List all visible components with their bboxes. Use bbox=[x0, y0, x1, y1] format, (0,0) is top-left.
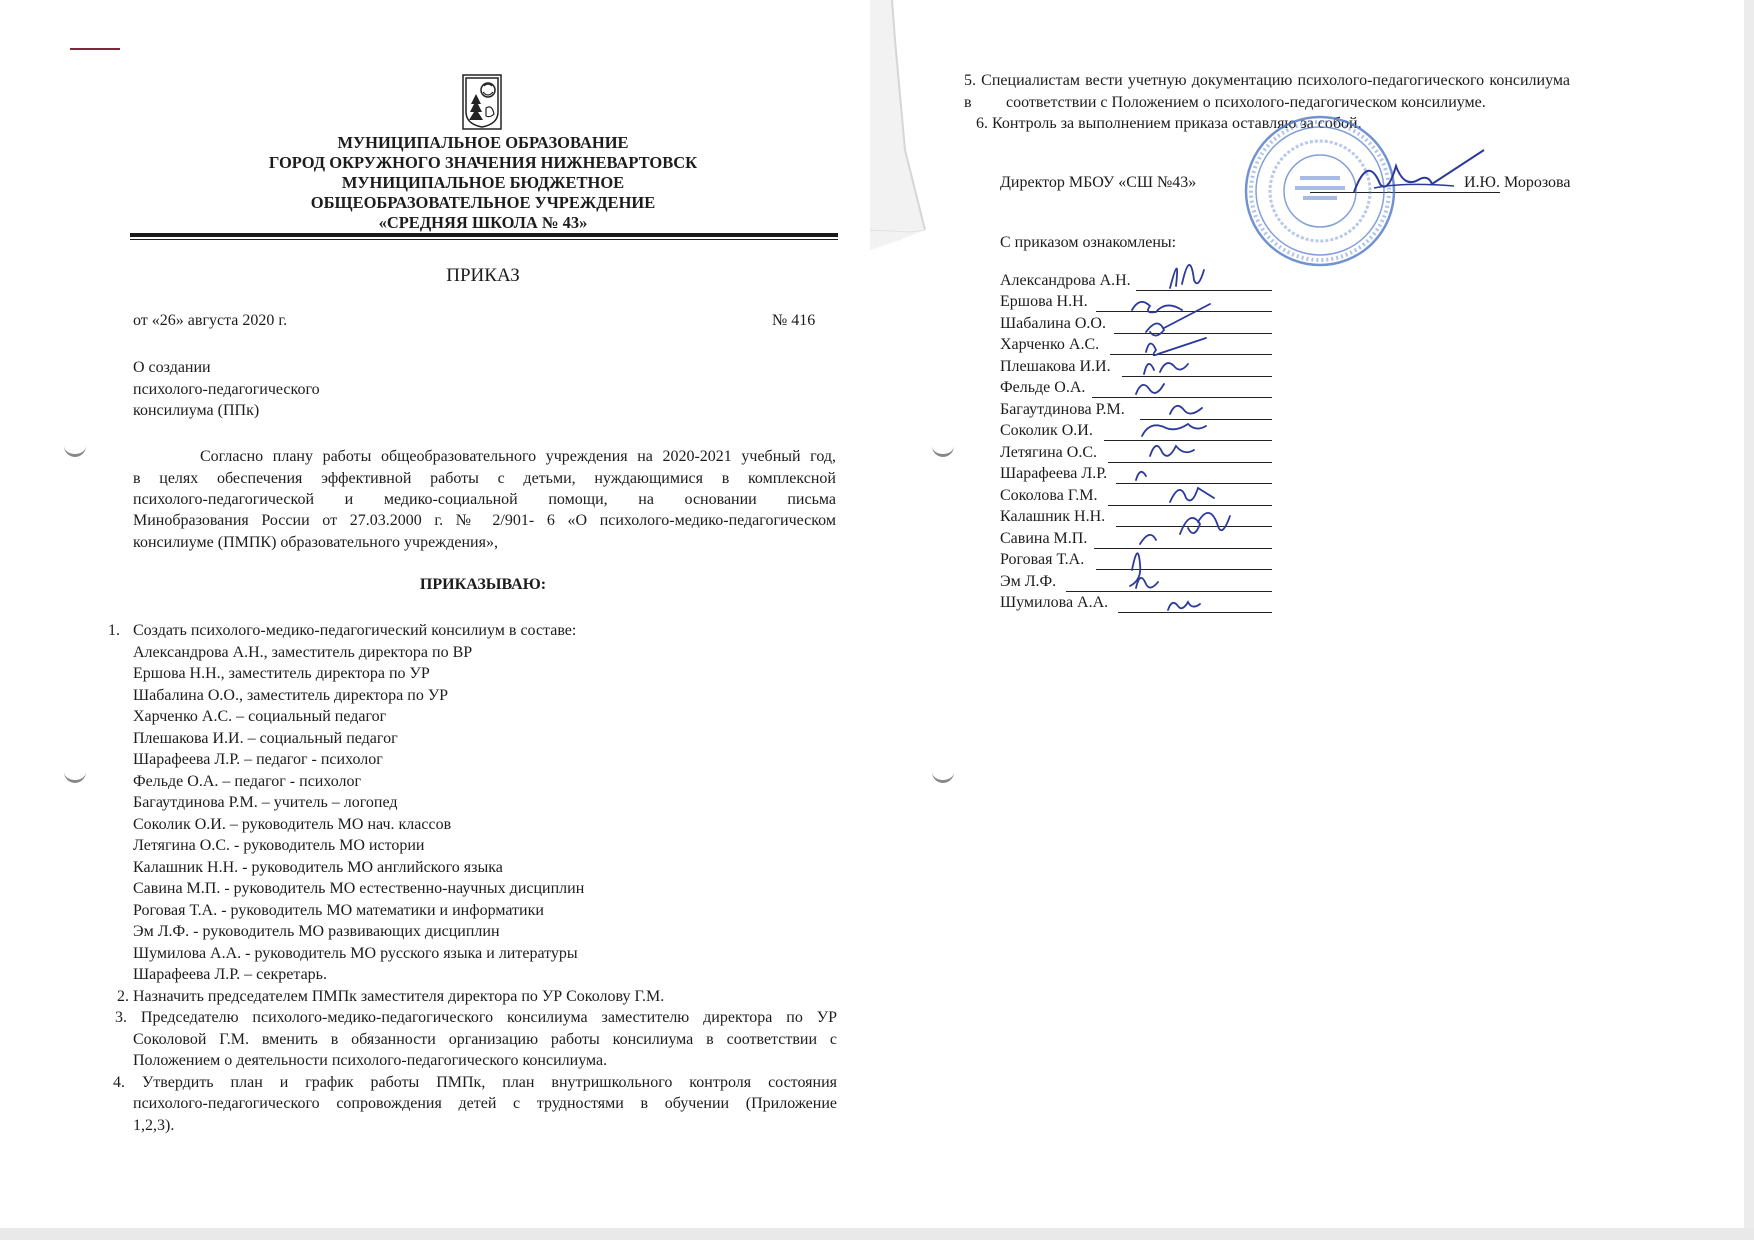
list-item: Эм Л.Ф. bbox=[1000, 573, 1057, 590]
preamble-line-2: в целях обеспечения эффективной работы с детьми, нуждающимися в комплексной bbox=[133, 470, 836, 487]
list-item: Шарафеева Л.Р. – секретарь. bbox=[133, 966, 327, 983]
item-5-line-2: соответствии с Положением о психолого-педагогическом консилиуме. bbox=[1006, 94, 1486, 111]
list-item: Соколик О.И. – руководитель МО нач. классов bbox=[133, 816, 452, 833]
org-header-line-3: МУНИЦИПАЛЬНОЕ БЮДЖЕТНОЕ bbox=[341, 173, 625, 192]
item-5-line-1: 5. Специалистам вести учетную документацию психолого-педагогического консилиума в bbox=[964, 72, 1570, 111]
list-item: Багаутдинова Р.М. bbox=[1000, 401, 1125, 418]
list-item: Харченко А.С. bbox=[1000, 336, 1100, 353]
list-item: Летягина О.С. - руководитель МО истории bbox=[133, 837, 425, 854]
list-item: Фельде О.А. – педагог - психолог bbox=[133, 773, 362, 790]
list-item: Калашник Н.Н. - руководитель МО английского языка bbox=[133, 859, 503, 876]
item-3-line-1: 3. Председателю психолого-медико-педагогического консилиума заместителю директора по УР bbox=[115, 1009, 837, 1026]
scan-mark bbox=[70, 48, 120, 50]
list-item: Соколик О.И. bbox=[1000, 422, 1093, 439]
list-item: Шабалина О.О. bbox=[1000, 315, 1106, 332]
list-item: Шабалина О.О., заместитель директора по УР bbox=[133, 687, 449, 704]
item-1-title: Создать психолого-медико-педагогический консилиум в составе: bbox=[133, 622, 577, 639]
order-number: № 416 bbox=[772, 312, 816, 329]
list-item: Роговая Т.А. bbox=[1000, 551, 1085, 568]
left-page bbox=[0, 0, 870, 1240]
list-item: Ершова Н.Н., заместитель директора по УР bbox=[133, 665, 430, 682]
subject-line-3: консилиума (ППк) bbox=[133, 402, 260, 419]
org-header-line-5: «СРЕДНЯЯ ШКОЛА № 43» bbox=[378, 213, 588, 232]
list-item: Шумилова А.А. - руководитель МО русского языка и литературы bbox=[133, 945, 578, 962]
order-date: от «26» августа 2020 г. bbox=[133, 312, 288, 329]
punch-hole bbox=[932, 772, 954, 783]
item-4-line-1: 4. Утвердить план и график работы ПМПк, план внутришкольного контроля состояния bbox=[113, 1074, 837, 1091]
org-header-line-2: ГОРОД ОКРУЖНОГО ЗНАЧЕНИЯ НИЖНЕВАРТОВСК bbox=[268, 153, 698, 172]
header-rule-thick bbox=[130, 233, 838, 237]
list-item: Плешакова И.И. bbox=[1000, 358, 1111, 375]
punch-hole bbox=[64, 772, 86, 783]
staff-signatures bbox=[1110, 240, 1290, 620]
list-item: Савина М.П. bbox=[1000, 530, 1088, 547]
list-item: Александрова А.Н., заместитель директора по ВР bbox=[133, 644, 473, 661]
item-3-line-3: Положением о деятельности психолого-педагогического консилиума. bbox=[133, 1052, 608, 1069]
coat-of-arms-icon bbox=[462, 74, 502, 130]
acquainted-heading: С приказом ознакомлены: bbox=[1000, 234, 1177, 251]
list-item: Савина М.П. - руководитель МО естественно-научных дисциплин bbox=[133, 880, 585, 897]
item-2: 2. Назначить председателем ПМПк заместителя директора по УР Соколову Г.М. bbox=[117, 988, 665, 1005]
subject-line-2: психолого-педагогического bbox=[133, 381, 320, 398]
preamble-line-3: психолого-педагогической и медико-социальной помощи, на основании письма bbox=[133, 491, 836, 508]
list-item: Летягина О.С. bbox=[1000, 444, 1097, 461]
item-6: 6. Контроль за выполнением приказа оставляю за собой. bbox=[976, 115, 1362, 132]
scan-edge bbox=[870, 1228, 1754, 1240]
subject-line-1: О создании bbox=[133, 359, 211, 376]
list-item: Харченко А.С. – социальный педагог bbox=[133, 708, 387, 725]
director-title: Директор МБОУ «СШ №43» bbox=[1000, 174, 1197, 191]
item-1-number: 1. bbox=[108, 622, 120, 639]
org-header-line-1: МУНИЦИПАЛЬНОЕ ОБРАЗОВАНИЕ bbox=[337, 133, 629, 152]
list-item: Шумилова А.А. bbox=[1000, 594, 1109, 611]
right-page bbox=[870, 0, 1754, 1240]
list-item: Роговая Т.А. - руководитель МО математики и информатики bbox=[133, 902, 544, 919]
punch-hole bbox=[932, 446, 954, 457]
org-header-line-4: ОБЩЕОБРАЗОВАТЕЛЬНОЕ УЧРЕЖДЕНИЕ bbox=[310, 193, 656, 212]
list-item: Багаутдинова Р.М. – учитель – логопед bbox=[133, 794, 398, 811]
list-item: Плешакова И.И. – социальный педагог bbox=[133, 730, 398, 747]
item-3-line-2: Соколовой Г.М. вменить в обязанности организацию работы консилиума в соответствии с bbox=[133, 1031, 837, 1048]
doc-title: ПРИКАЗ bbox=[446, 265, 520, 286]
item-4-line-2: психолого-педагогического сопровождения детей с трудностями в обучении (Приложение bbox=[133, 1095, 837, 1112]
folded-corner-shape bbox=[870, 0, 990, 320]
preamble-line-1: Согласно плану работы общеобразовательного учреждения на 2020-2021 учебный год, bbox=[200, 448, 836, 465]
list-item: Эм Л.Ф. - руководитель МО развивающих дисциплин bbox=[133, 923, 500, 940]
director-signature bbox=[1344, 144, 1494, 204]
punch-hole bbox=[64, 446, 86, 457]
list-item: Ершова Н.Н. bbox=[1000, 293, 1088, 310]
scan-edge bbox=[1744, 0, 1754, 1240]
header-rule-thin bbox=[130, 239, 838, 240]
director-name: И.Ю. Морозова bbox=[1464, 174, 1571, 191]
list-item: Калашник Н.Н. bbox=[1000, 508, 1106, 525]
list-item: Шарафеева Л.Р. bbox=[1000, 465, 1108, 482]
preamble-line-4: Минобразования России от 27.03.2000 г. № 2/901- 6 «О психолого-медико-педагогическом bbox=[133, 512, 836, 529]
list-item: Соколова Г.М. bbox=[1000, 487, 1098, 504]
order-word: ПРИКАЗЫВАЮ: bbox=[419, 576, 547, 593]
scan-edge bbox=[0, 1228, 870, 1240]
list-item: Фельде О.А. bbox=[1000, 379, 1086, 396]
list-item: Шарафеева Л.Р. – педагог - психолог bbox=[133, 751, 383, 768]
preamble-line-5: консилиуме (ПМПК) образовательного учреждения», bbox=[133, 534, 498, 551]
item-4-line-3: 1,2,3). bbox=[133, 1117, 175, 1134]
list-item: Александрова А.Н. bbox=[1000, 272, 1131, 289]
